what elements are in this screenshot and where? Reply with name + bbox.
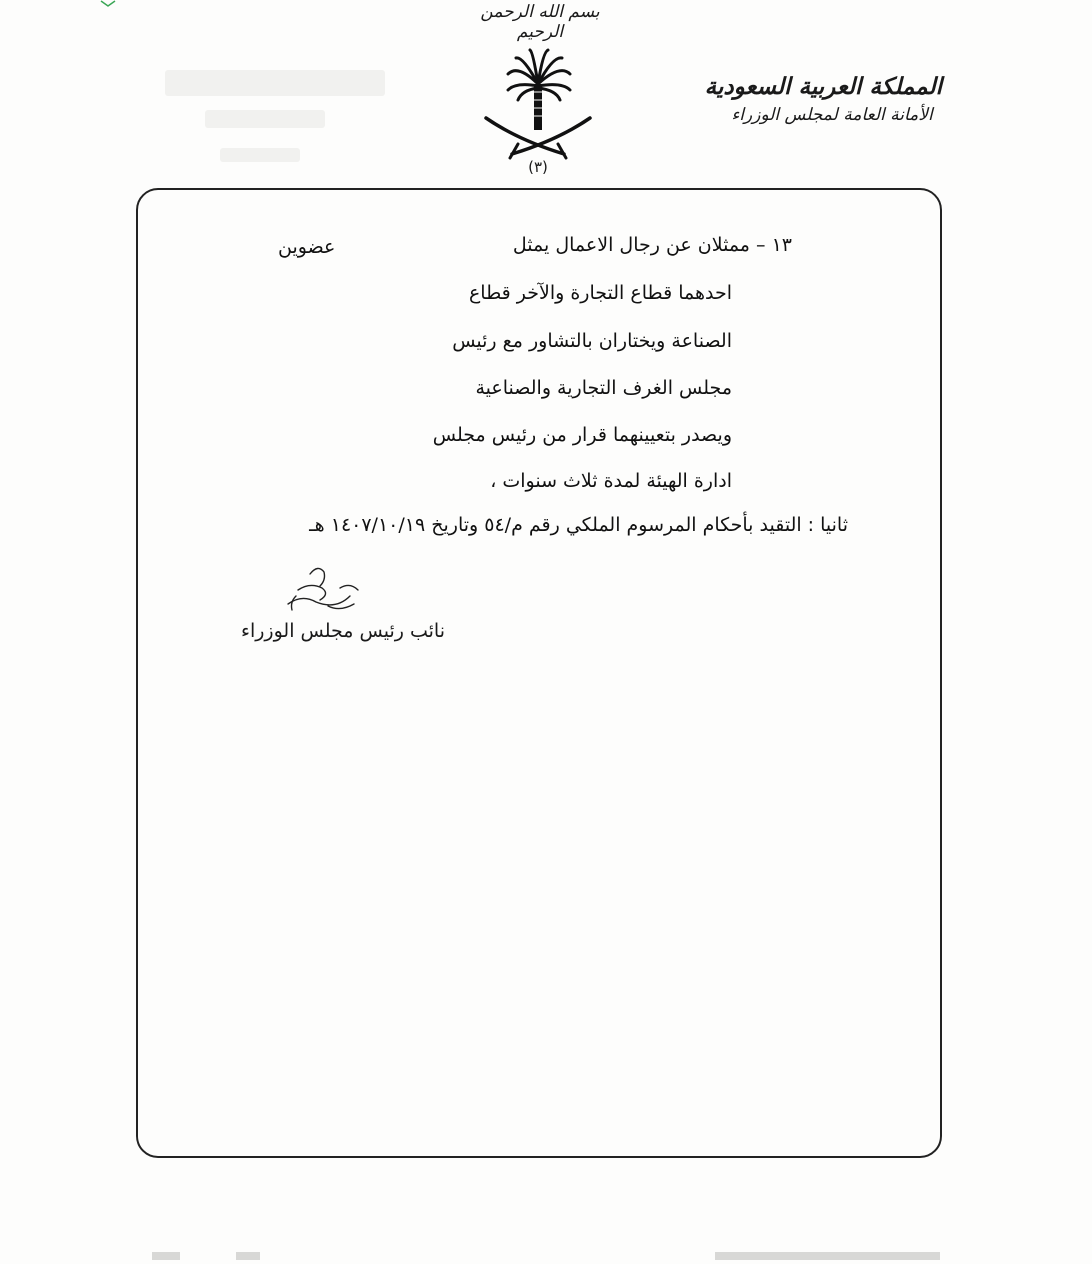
footer-mark [715, 1252, 940, 1260]
item-line: ويصدر بتعيينهما قرار من رئيس مجلس [432, 424, 732, 446]
letterhead [704, 72, 942, 128]
bleed-through-mark [205, 110, 325, 128]
palm-swords-emblem-icon [478, 44, 598, 164]
letterhead-secretariat: الأمانة العامة لمجلس الوزراء [731, 105, 933, 125]
signatory-title: نائب رئيس مجلس الوزراء [241, 620, 445, 642]
item-line: مجلس الغرف التجارية والصناعية [475, 377, 732, 399]
handwritten-signature [280, 560, 370, 620]
footer-mark [236, 1252, 260, 1260]
item-line: احدهما قطاع التجارة والآخر قطاع [468, 282, 732, 304]
bleed-through-mark [165, 70, 385, 96]
letterhead-country: المملكة العربية السعودية [704, 73, 942, 100]
item-line: ١٣ – ممثلان عن رجال الاعمال يمثل [512, 234, 792, 256]
item-line: الصناعة ويختاران بالتشاور مع رئيس [452, 330, 732, 352]
basmala-heading: بسم الله الرحمن الرحيم [480, 2, 600, 42]
corner-tick-icon [100, 0, 116, 8]
members-count-label: عضوين [278, 236, 336, 258]
item-line: ادارة الهيئة لمدة ثلاث سنوات ، [490, 470, 732, 492]
page-number: (٣) [528, 158, 548, 176]
second-clause: ثانيا : التقيد بأحكام المرسوم الملكي رقم م/٥٤ وتاريخ ١٤٠٧/١٠/١٩ هـ [309, 514, 848, 536]
bleed-through-mark [220, 148, 300, 162]
footer-mark [152, 1252, 180, 1260]
